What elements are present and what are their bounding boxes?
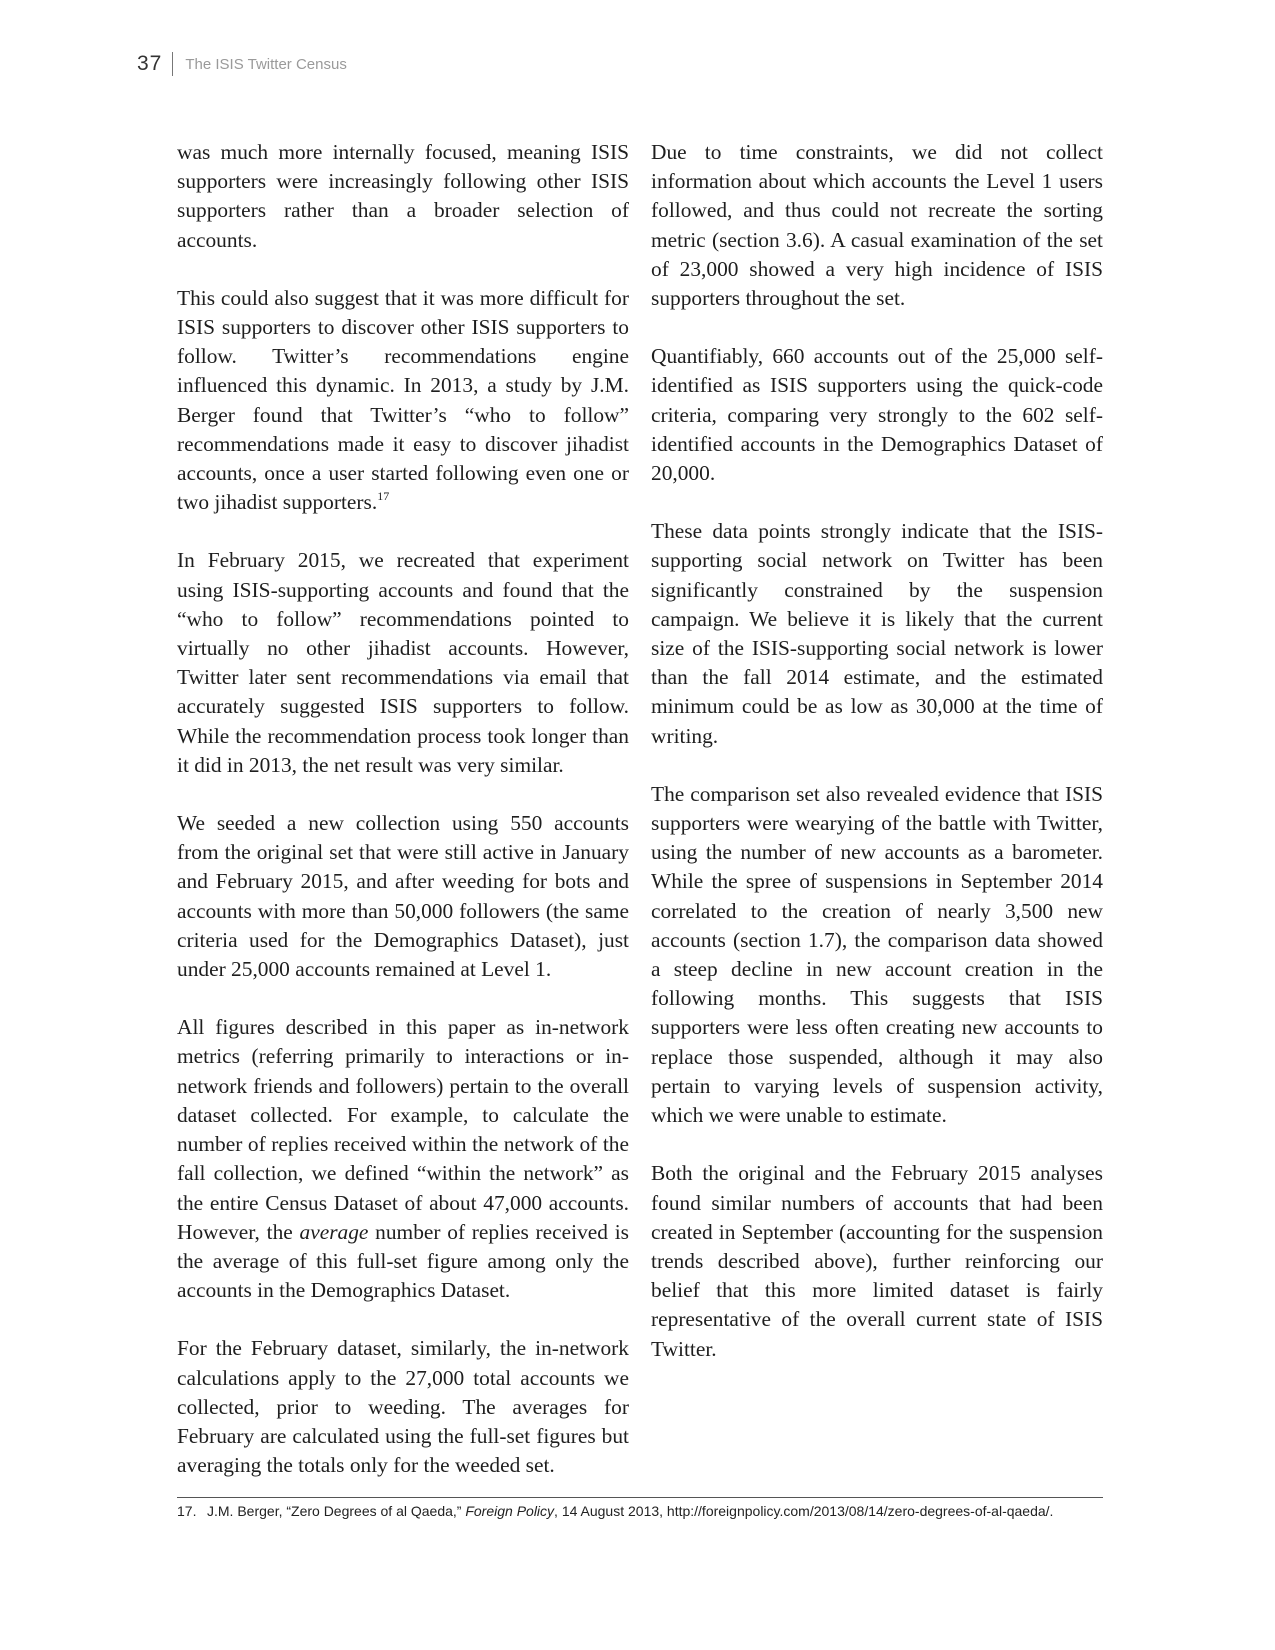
footnote-text-part: J.M. Berger, “Zero Degrees of al Qaeda,”	[207, 1503, 466, 1519]
footnote-number: 17.	[177, 1503, 197, 1519]
footnote-text-part[interactable]: , 14 August 2013, http://foreignpolicy.com/2013/08/14/zero-degrees-of-al-qaeda/.	[554, 1503, 1054, 1519]
page-header	[137, 52, 347, 76]
footnote-divider	[177, 1497, 1103, 1498]
left-column	[177, 138, 629, 1509]
paragraph: We seeded a new collection using 550 accounts from the original set that were still active in January and February 2015, and after weeding for bots and accounts with more than 50,000 followers (the same criteria used for the Demographics Dataset), just under 25,000 accounts remained at Level 1.	[177, 811, 629, 982]
paragraph-text: All figures described in this paper as in-network metrics (referring primarily to interactions or in-network friends and followers) pertain to the overall dataset collected. For example, to calculate the number of replies received within the network of the fall collection, we defined “within the network” as the entire Census Dataset of about 47,000 accounts. However, the	[177, 1015, 629, 1244]
footnote-reference[interactable]: 17	[377, 489, 390, 504]
paragraph	[177, 1013, 629, 1305]
paragraph: Both the original and the February 2015 analyses found similar numbers of accounts that had been created in September (accounting for the suspension trends described above), further reinforcing our belief that this more limited dataset is fairly representative of the overall current state of ISIS Twitter.	[651, 1161, 1103, 1361]
paragraph: Due to time constraints, we did not collect information about which accounts the Level 1 users followed, and thus could not recreate the sorting metric (section 3.6). A casual examination of the set of 23,000 showed a very high incidence of ISIS supporters throughout the set.	[651, 140, 1103, 311]
paragraph-text: number of replies received is the average of this full-set figure among only the accounts in the Demographics Dataset.	[177, 1219, 630, 1303]
paragraph: was much more internally focused, meaning ISIS supporters were increasingly following other ISIS supporters rather than a broader selection of accounts.	[177, 140, 629, 252]
emphasis: average	[299, 1219, 369, 1244]
footnote-publication: Foreign Policy	[465, 1503, 555, 1519]
paragraph: The comparison set also revealed evidence that ISIS supporters were wearying of the battle with Twitter, using the number of new accounts as a barometer. While the spree of suspensions in September 2014 correlated to the creation of nearly 3,500 new accounts (section 1.7), the comparison data showed a steep decline in new account creation in the following months. This suggests that ISIS supporters were less often creating new accounts to replace those suspended, although it may also pertain to varying levels of suspension activity, which we were unable to estimate.	[651, 781, 1103, 1128]
page-number: 37	[137, 52, 163, 75]
right-column	[651, 138, 1103, 1393]
paragraph: In February 2015, we recreated that experiment using ISIS-supporting accounts and found that the “who to follow” recommendations pointed to virtually no other jihadist accounts. However, Twitter later sent recommendations via email that accurately suggested ISIS supporters to follow. While the recommendation process took longer than it did in 2013, the net result was very similar.	[177, 548, 629, 777]
paragraph	[177, 284, 629, 518]
header-divider	[172, 52, 173, 76]
footnote	[177, 1502, 1103, 1520]
footnote-text	[207, 1502, 1103, 1520]
paragraph: Quantifiably, 660 accounts out of the 25,000 self-identified as ISIS supporters using the quick-code criteria, comparing very strongly to the 602 self-identified accounts in the Demographics Dataset of 20,000.	[651, 344, 1103, 486]
paragraph-text: This could also suggest that it was more difficult for ISIS supporters to discover other ISIS supporters to follow. Twitter’s recommendations engine influenced this dynamic. In 2013, a study by J.M. Berger found that Twitter’s “who to follow” recommendations made it easy to discover jihadist accounts, once a user started following even one or two jihadist supporters.	[177, 285, 629, 515]
paragraph: These data points strongly indicate that the ISIS-supporting social network on Twitter has been significantly constrained by the suspension campaign. We believe it is likely that the current size of the ISIS-supporting social network is lower than the fall 2014 estimate, and the estimated minimum could be as low as 30,000 at the time of writing.	[651, 519, 1103, 748]
paragraph: For the February dataset, similarly, the in-network calculations apply to the 27,000 total accounts we collected, prior to weeding. The averages for February are calculated using the full-set figures but averaging the totals only for the weeded set.	[177, 1336, 629, 1478]
running-title: The ISIS Twitter Census	[185, 55, 347, 73]
